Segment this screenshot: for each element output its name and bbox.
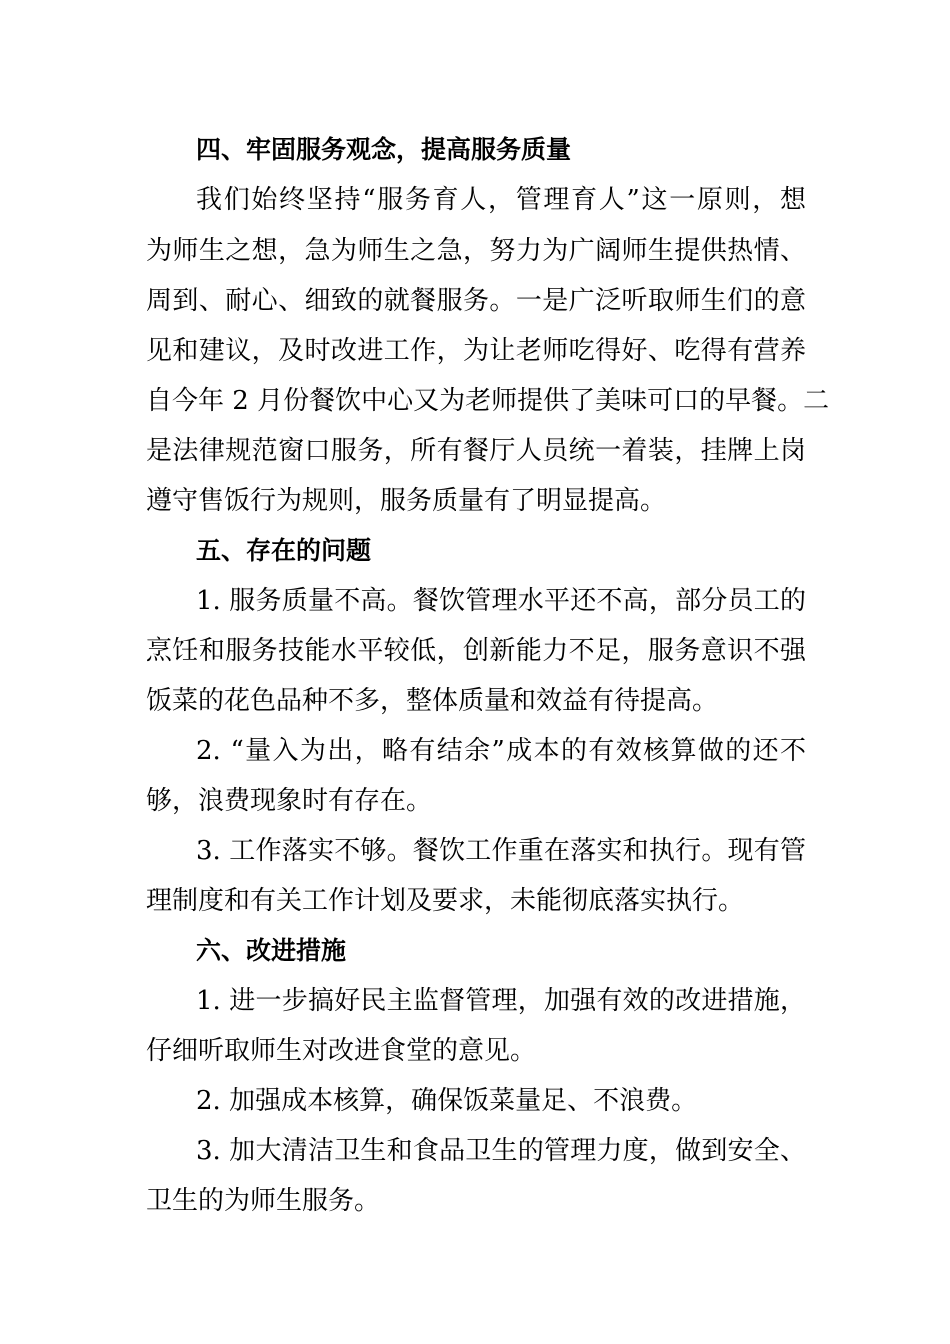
paragraph-line: 仔细听取师生对改进食堂的意见。 <box>146 1036 537 1066</box>
section-heading: 六、改进措施 <box>196 936 347 965</box>
paragraph-line: 遵守售饭行为规则，服务质量有了明显提高。 <box>146 486 667 516</box>
section-heading: 五、存在的问题 <box>196 536 372 565</box>
paragraph-line: 自今年 2 月份餐饮中心又为老师提供了美味可口的早餐。二 <box>146 386 830 416</box>
paragraph-line: 3. 工作落实不够。餐饮工作重在落实和执行。现有管 <box>196 836 806 866</box>
paragraph-line: 周到、耐心、细致的就餐服务。一是广泛听取师生们的意 <box>146 286 806 316</box>
paragraph-line: 2. 加强成本核算，确保饭菜量足、不浪费。 <box>196 1086 698 1116</box>
paragraph-line: 1. 服务质量不高。餐饮管理水平还不高，部分员工的 <box>196 586 806 616</box>
paragraph-line: 为师生之想，急为师生之急，努力为广阔师生提供热情、 <box>146 236 806 266</box>
paragraph-line: 够，浪费现象时有存在。 <box>146 786 433 816</box>
paragraph-line: 理制度和有关工作计划及要求，未能彻底落实执行。 <box>146 886 745 916</box>
paragraph-line: 是法律规范窗口服务，所有餐厅人员统一着装，挂牌上岗 <box>146 436 806 466</box>
section-heading: 四、牢固服务观念，提高服务质量 <box>196 135 572 164</box>
paragraph-line: 1. 进一步搞好民主监督管理，加强有效的改进措施， <box>196 986 806 1016</box>
paragraph-line: 卫生的为师生服务。 <box>146 1186 381 1216</box>
paragraph-line: 2. “量入为出，略有结余”成本的有效核算做的还不 <box>196 736 806 766</box>
paragraph-line: 饭菜的花色品种不多，整体质量和效益有待提高。 <box>146 686 719 716</box>
paragraph-line: 3. 加大清洁卫生和食品卫生的管理力度，做到安全、 <box>196 1136 806 1166</box>
paragraph-line: 我们始终坚持“服务育人，管理育人”这一原则，想 <box>196 185 806 215</box>
paragraph-line: 见和建议，及时改进工作，为让老师吃得好、吃得有营养 <box>146 336 806 366</box>
paragraph-line: 烹饪和服务技能水平较低，创新能力不足，服务意识不强 <box>146 636 806 666</box>
